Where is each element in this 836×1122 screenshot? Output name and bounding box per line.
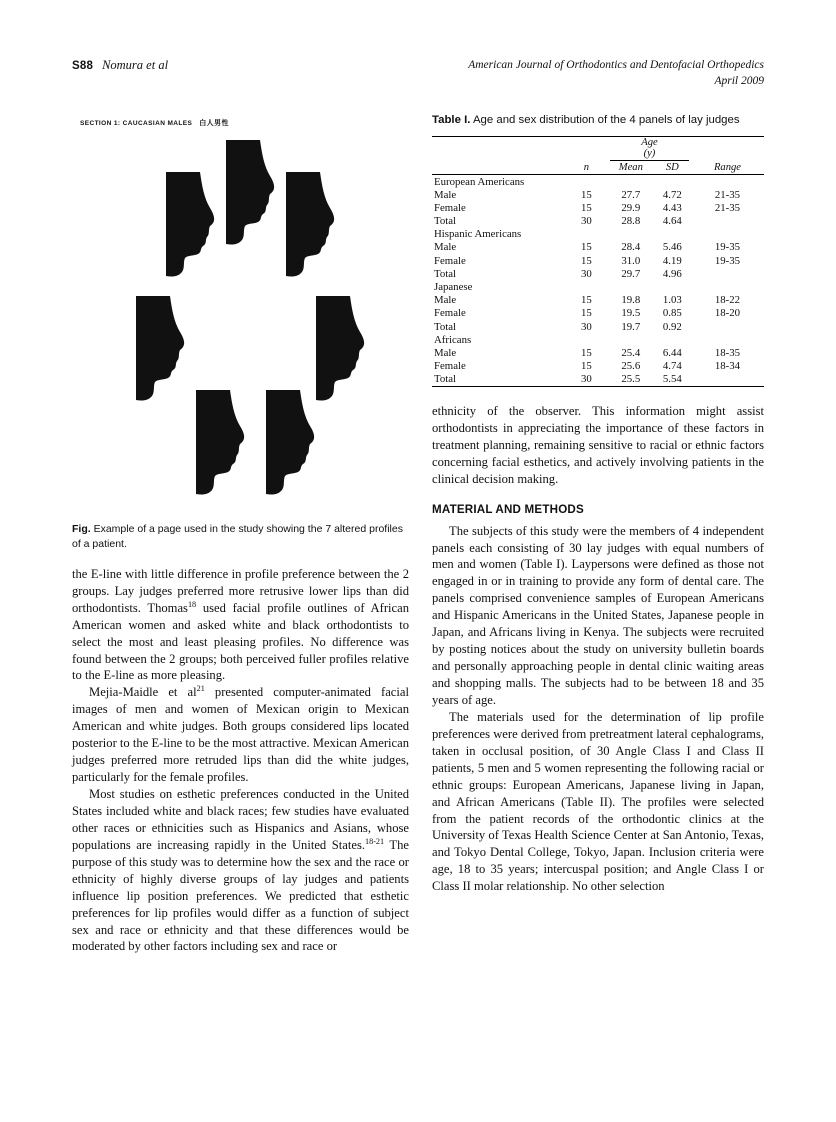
cell-range (691, 373, 764, 387)
cell-range: 18-34 (714, 360, 741, 373)
cell-range: 18-35 (714, 346, 741, 359)
cell-sd: 0.85 (662, 307, 682, 320)
table-row (432, 241, 764, 254)
cell-sd: 4.64 (662, 215, 682, 228)
profile-silhouette-6 (188, 390, 250, 508)
table-row (432, 360, 764, 373)
cell-mean: 29.7 (621, 267, 641, 280)
table-group-header-label: Age (y) (610, 137, 689, 161)
cell-range (691, 214, 764, 227)
cell-label: Total (434, 215, 457, 228)
cell-sd: 4.74 (662, 360, 682, 373)
table-1 (432, 112, 764, 387)
table-group-header-age (608, 136, 691, 162)
right-column (432, 112, 764, 895)
journal-title: American Journal of Orthodontics and Dentofacial Orthopedics (468, 59, 764, 71)
cell-range (691, 320, 764, 333)
cell-mean: 28.8 (621, 215, 641, 228)
paragraph: The subjects of this study were the members of 4 independent panels each consisting of 30 lay judges with equal numbers of men and women (Table I). Laypersons were defined as those not engaged in or in training to provide any form of dental care. The panels comprised convenience samples of European Americans and Hispanic Americans in the United States, Japanese people in Japan, and Africans living in Kenya. The subjects were recruited by posting notices about the study on university bulletin boards and personally approaching people in dental clinic waiting areas and shopping malls. The subjects had to be between 18 and 35 years of age. (432, 523, 764, 707)
page-folio: S88 (72, 60, 94, 72)
section-heading-material-and-methods: MATERIAL AND METHODS (432, 502, 584, 516)
cell-sd: 4.72 (662, 188, 682, 201)
table-group-row (432, 280, 764, 293)
left-column (72, 112, 409, 955)
cell-n: 15 (580, 201, 592, 214)
cell-mean: 25.4 (621, 346, 641, 359)
cell-label: Total (432, 373, 565, 387)
table-group-label: Africans (434, 333, 472, 346)
figure-caption-label: Fig. (72, 523, 91, 535)
cell-sd: 4.96 (662, 267, 682, 280)
table-col-n: n (565, 162, 608, 175)
cell-n: 30 (580, 215, 592, 228)
table-row (432, 307, 764, 320)
paragraph: The materials used for the determination of lip profile preferences were derived from pretreatment lateral cephalograms, taken in occlusal position, of 30 Angle Class I and Class II patients, 5 men and 5 women representing the following racial or ethnic groups: European Americans, Japanese living in Japan, and African Americans (Table II). The profiles were selected from the patient records of the orthodontic clinics at the University of Texas Health Science Center at San Antonio, Texas, and Tokyo Dental College, Tokyo, Japan. Inclusion criteria were age, 18 to 35 years; intercuspal position; and Angle Class I or Class II molar relationship. No other selection (432, 709, 764, 894)
right-column-body (432, 523, 764, 896)
table-group-label: Japanese (434, 281, 473, 293)
table-row (432, 254, 764, 267)
cell-sd: 0.92 (662, 320, 682, 333)
cell-range: 19-35 (714, 254, 741, 267)
figure-panel-label-text: SECTION 1: CAUCASIAN MALES (80, 120, 193, 127)
table-group-row (432, 174, 764, 188)
cell-label: Male (434, 241, 457, 254)
cell-mean: 31.0 (621, 254, 641, 267)
reference-marker: 18 (187, 599, 197, 609)
cell-label: Male (434, 346, 457, 359)
running-head (72, 58, 764, 92)
table-title-text: Age and sex distribution of the 4 panels of lay judges (470, 114, 740, 126)
profile-silhouette-1 (218, 140, 280, 258)
cell-range (691, 267, 764, 280)
figure (72, 112, 409, 512)
table-row (432, 294, 764, 307)
cell-mean: 28.4 (621, 241, 641, 254)
table-body (432, 136, 764, 386)
age-sex-distribution-table (432, 136, 764, 387)
cell-n: 15 (580, 360, 592, 373)
cell-sd: 5.54 (654, 373, 691, 387)
cell-label: Total (434, 267, 457, 280)
cell-label: Female (434, 307, 466, 320)
cell-mean: 19.8 (621, 294, 641, 307)
table-label: Table I. (432, 114, 471, 126)
cell-sd: 4.43 (662, 201, 682, 214)
reference-marker: 21 (196, 684, 205, 694)
table-row (432, 214, 764, 227)
cell-n: 30 (565, 373, 608, 387)
reference-marker: 18-21 (365, 836, 385, 846)
cell-n: 15 (580, 241, 592, 254)
profile-silhouette-3 (278, 172, 340, 290)
cell-n: 30 (580, 267, 592, 280)
cell-label: Female (434, 201, 466, 214)
cell-n: 15 (580, 254, 592, 267)
cell-n: 30 (580, 320, 592, 333)
cell-label: Male (434, 188, 457, 201)
paragraph: ethnicity of the observer. This information might assist orthodontists in appreciating the importance of these factors in treatment planning, remaining sensitive to racial or ethnic factors concerning facial esthetics, and actively involving patients in the clinical decision making. (432, 403, 764, 486)
cell-range: 19-35 (714, 241, 741, 254)
running-head-right (468, 58, 764, 89)
paragraph: the E-line with little difference in profile preference between the 2 groups. Lay judges preferred more retrusive lower lips than did orthodontists. Thomas$^{18}$ used facial profile outlines of African American women and asked white and black orthodontists to select the most and least pleasing profiles. No difference was found between the 2 groups; both perceived fuller profiles relative to the E-line as more pleasing. (72, 566, 409, 683)
cell-sd: 6.44 (662, 346, 682, 359)
table-row (432, 320, 764, 333)
figure-caption (72, 522, 409, 552)
profile-silhouette-grid (72, 130, 409, 512)
cell-range: 18-22 (714, 294, 741, 307)
table-row (432, 346, 764, 359)
table-col-range: Range (691, 162, 764, 175)
running-head-left (72, 58, 168, 73)
table-group-header-row (432, 136, 764, 162)
figure-panel-label-cjk: 白人男性 (199, 119, 229, 127)
profile-silhouette-4 (128, 296, 190, 414)
running-head-authors: Nomura et al (102, 58, 169, 72)
cell-mean: 25.5 (608, 373, 654, 387)
table-group-row (432, 333, 764, 346)
table-caption (432, 112, 764, 129)
table-row (432, 201, 764, 214)
cell-sd: 4.19 (662, 254, 682, 267)
left-column-body (72, 566, 409, 956)
table-group-row (432, 228, 764, 241)
table-group-label: European Americans (434, 175, 525, 188)
cell-sd: 5.46 (662, 241, 682, 254)
cell-range: 18-20 (714, 307, 741, 320)
cell-label: Total (434, 320, 457, 333)
table-col-sd: SD (654, 162, 691, 175)
paragraph: Mejia-Maidle et $al^{21}$ presented computer-animated facial images of men and women of Mexican origin to Mexican American and white judges. Both groups considered lips located posterior to the E-line to be the most attractive. Mexican American judges preferred more retruded lips than did the white judges, particularly for the female profiles. (72, 684, 409, 785)
cell-mean: 19.5 (621, 307, 641, 320)
profile-silhouette-2 (158, 172, 220, 290)
cell-range: 21-35 (714, 201, 741, 214)
table-col-blank (432, 162, 565, 175)
table-row (432, 188, 764, 201)
cell-n: 15 (580, 307, 592, 320)
cell-sd: 1.03 (662, 294, 682, 307)
cell-label: Female (434, 360, 466, 373)
paragraph: Most studies on esthetic preferences conducted in the United States included white and black races; few studies have evaluated other races or ethnicities such as Hispanics and Asians, whose populations are increasing rapidly in the United States.$^{18-21}$ The purpose of this study was to determine how the sex and the race or ethnicity of highly diverse groups of lay judges and patients influence lip position preferences. We predicted that esthetic preferences for lip profiles would differ as a function of subject sex and race or ethnicity and that these differences would be moderated by other factors including sex and race or (72, 787, 409, 954)
cell-mean: 29.9 (621, 201, 641, 214)
issue-date: April 2009 (714, 74, 764, 87)
figure-panel-label (80, 118, 229, 128)
cell-mean: 19.7 (621, 320, 641, 333)
cell-label: Male (434, 294, 457, 307)
table-column-header-row (432, 162, 764, 175)
table-row (432, 373, 764, 387)
right-column-intro (432, 403, 764, 488)
cell-mean: 25.6 (621, 360, 641, 373)
cell-n: 15 (580, 294, 592, 307)
figure-caption-text: Example of a page used in the study showing the 7 altered profiles of a patient. (72, 523, 403, 550)
table-row (432, 267, 764, 280)
cell-mean: 27.7 (621, 188, 641, 201)
table-group-label: Hispanic Americans (434, 228, 522, 241)
table-col-mean: Mean (608, 162, 654, 175)
cell-label: Female (434, 254, 466, 267)
cell-n: 15 (580, 188, 592, 201)
profile-silhouette-7 (258, 390, 320, 508)
cell-range: 21-35 (714, 188, 741, 201)
cell-n: 15 (580, 346, 592, 359)
